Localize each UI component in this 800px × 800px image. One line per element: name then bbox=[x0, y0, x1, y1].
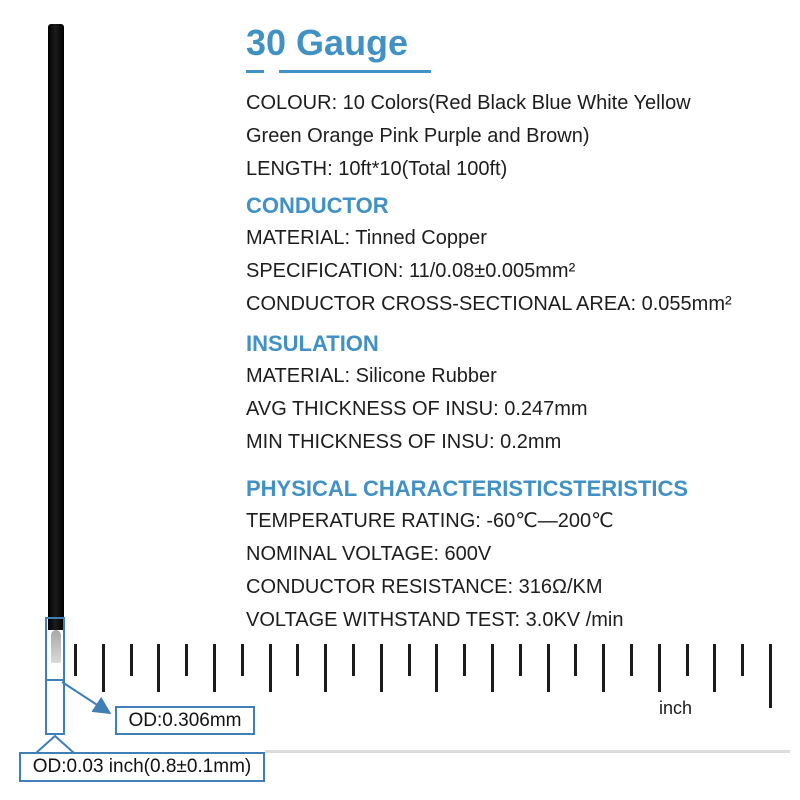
spec-line: TEMPERATURE RATING: -60℃—200℃ bbox=[246, 510, 614, 532]
ruler-tick bbox=[658, 644, 661, 692]
ruler-tick bbox=[435, 644, 438, 692]
callout-conductor-od: OD:0.306mm bbox=[115, 706, 255, 735]
title-underline bbox=[246, 70, 786, 73]
callout-bracket bbox=[36, 736, 74, 753]
callout-overall-od: OD:0.03 inch(0.8±0.1mm) bbox=[19, 752, 265, 782]
spec-line: MATERIAL: Silicone Rubber bbox=[246, 365, 497, 387]
spec-line-length: LENGTH: 10ft*10(Total 100ft) bbox=[246, 158, 508, 180]
underline-segment bbox=[279, 70, 431, 73]
ruler-tick bbox=[408, 644, 411, 676]
divider-line bbox=[265, 750, 790, 753]
spec-line: MIN THICKNESS OF INSU: 0.2mm bbox=[246, 431, 562, 453]
wire-illustration bbox=[48, 24, 64, 630]
spec-line: NOMINAL VOLTAGE: 600V bbox=[246, 543, 492, 565]
ruler-tick bbox=[519, 644, 522, 676]
ruler-tick bbox=[324, 644, 327, 692]
page-title: 30 Gauge bbox=[246, 22, 409, 63]
ruler-tick bbox=[463, 644, 466, 676]
spec-line: MATERIAL: Tinned Copper bbox=[246, 227, 487, 249]
ruler-tick bbox=[547, 644, 550, 692]
spec-line: CONDUCTOR RESISTANCE: 316Ω/KM bbox=[246, 576, 603, 598]
spec-line-colour: COLOUR: 10 Colors(Red Black Blue White Yellow bbox=[246, 92, 691, 114]
spec-line: AVG THICKNESS OF INSU: 0.247mm bbox=[246, 398, 588, 420]
ruler-tick bbox=[686, 644, 689, 676]
measure-rect bbox=[46, 618, 64, 734]
section-heading-physical: PHYSICAL CHARACTERISTICSTERISTICS bbox=[246, 476, 689, 501]
spec-line: CONDUCTOR CROSS-SECTIONAL AREA: 0.055mm² bbox=[246, 293, 732, 315]
ruler-tick bbox=[713, 644, 716, 692]
ruler-tick bbox=[602, 644, 605, 692]
spec-line: SPECIFICATION: 11/0.08±0.005mm² bbox=[246, 260, 576, 282]
spec-text-column bbox=[246, 22, 786, 637]
spec-line-colour-cont: Green Orange Pink Purple and Brown) bbox=[246, 125, 590, 147]
ruler-tick bbox=[491, 644, 494, 692]
callout-arrow bbox=[62, 682, 108, 712]
underline-segment bbox=[246, 70, 264, 73]
ruler-tick bbox=[630, 644, 633, 676]
section-heading-insulation: INSULATION bbox=[246, 331, 379, 356]
ruler-tick bbox=[741, 644, 744, 676]
spec-line: VOLTAGE WITHSTAND TEST: 3.0KV /min bbox=[246, 609, 624, 631]
ruler-tick bbox=[574, 644, 577, 676]
ruler-unit-label: inch bbox=[659, 698, 693, 718]
section-heading-conductor: CONDUCTOR bbox=[246, 193, 389, 218]
ruler-tick bbox=[352, 644, 355, 676]
ruler-tick bbox=[380, 644, 383, 692]
ruler-tick bbox=[769, 644, 772, 708]
